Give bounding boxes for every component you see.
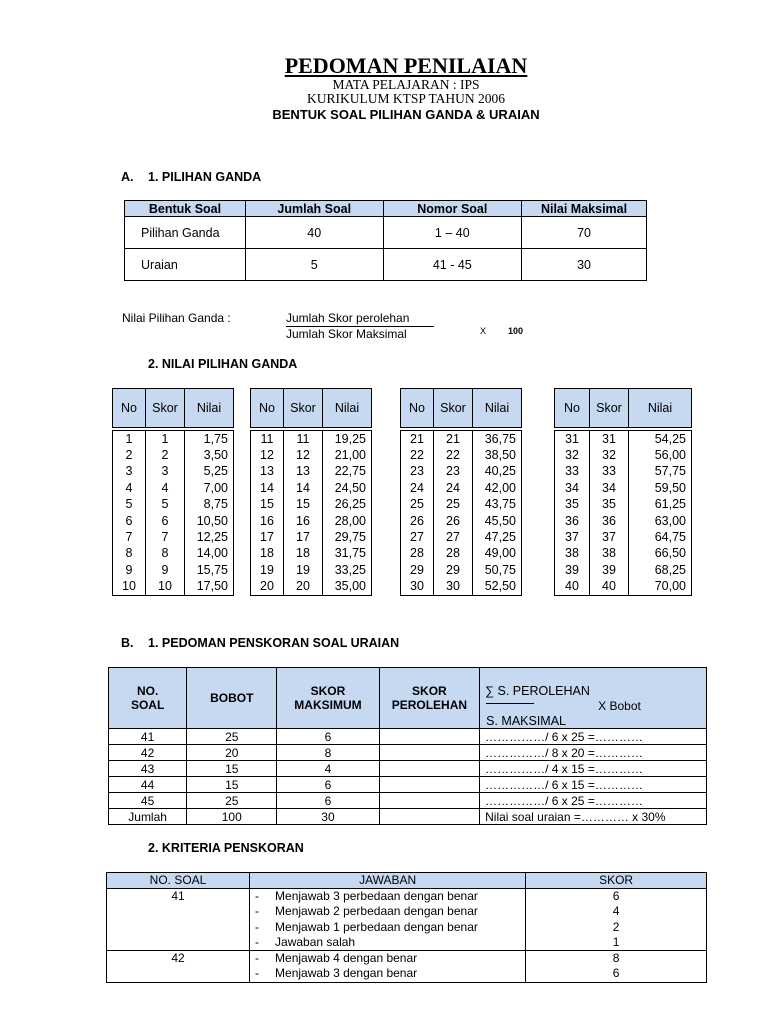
table-cell: 6 xyxy=(146,513,185,529)
table-row xyxy=(113,579,234,596)
formula-top: ∑ S. PEROLEHAN xyxy=(485,684,590,698)
table-cell: 9 xyxy=(146,562,185,578)
table-cell: 42,00 xyxy=(473,480,522,496)
table-cell: 32 xyxy=(590,447,629,463)
score-value: 4 xyxy=(612,904,620,919)
table-cell: 3 xyxy=(146,464,185,480)
section-b-heading: 1. PEDOMAN PENSKORAN SOAL URAIAN xyxy=(148,636,400,650)
question-form-line: BENTUK SOAL PILIHAN GANDA & URAIAN xyxy=(272,107,540,122)
answer-text: Menjawab 2 perbedaan dengan benar xyxy=(275,904,478,919)
table-cell: 40,25 xyxy=(473,464,522,480)
formula-label: Nilai Pilihan Ganda : xyxy=(122,311,231,325)
table-cell: 36 xyxy=(555,513,590,529)
table-cell: 42 xyxy=(109,745,187,761)
table-cell: 18 xyxy=(251,546,284,562)
table-cell: 25 xyxy=(187,793,277,809)
table-cell: 4 xyxy=(113,480,146,496)
answer-text: Menjawab 4 dengan benar xyxy=(275,951,418,966)
bullet-dash: - xyxy=(255,889,260,903)
table-cell: Jumlah xyxy=(109,809,187,825)
section-b-letter: B. xyxy=(121,636,134,650)
column-header: Nilai xyxy=(473,389,522,428)
table-cell: 40 xyxy=(555,579,590,596)
table-row xyxy=(401,431,522,448)
table-cell: 12 xyxy=(284,447,323,463)
table-row xyxy=(113,447,234,463)
column-header xyxy=(109,668,187,729)
table-row xyxy=(401,480,522,496)
table-cell: Nilai soal uraian =………… x 30% xyxy=(480,809,707,825)
table-cell: 6 xyxy=(277,793,379,809)
answer-item xyxy=(255,889,525,904)
table-row xyxy=(555,447,692,463)
table-cell: 5 xyxy=(245,249,383,281)
table-cell: 6 xyxy=(113,513,146,529)
table-cell: 23 xyxy=(401,464,434,480)
table-cell: 56,00 xyxy=(629,447,692,463)
table-cell: 43 xyxy=(109,761,187,777)
table-cell: 20 xyxy=(284,579,323,596)
table-cell: 36,75 xyxy=(473,431,522,448)
table-cell: 21,00 xyxy=(323,447,372,463)
table-cell: ……………/ 8 x 20 =………… xyxy=(480,745,707,761)
table-cell: 6 xyxy=(277,777,379,793)
table-cell: 28,00 xyxy=(323,513,372,529)
table-cell xyxy=(379,745,480,761)
table-cell: 1 xyxy=(146,431,185,448)
score-value: 6 xyxy=(612,889,620,903)
table-cell: 41 - 45 xyxy=(383,249,522,281)
score-value: 2 xyxy=(612,919,620,934)
table-cell: 70 xyxy=(522,217,647,249)
column-header xyxy=(379,668,480,729)
table-cell: 52,50 xyxy=(473,579,522,596)
bullet-dash: - xyxy=(255,934,260,949)
table-cell: 31,75 xyxy=(323,546,372,562)
table-cell: 8 xyxy=(113,546,146,562)
scoring-criteria-table xyxy=(106,872,707,983)
table-cell: 12,25 xyxy=(185,529,234,545)
bullet-dash: - xyxy=(255,951,260,966)
table-cell: 17 xyxy=(284,529,323,545)
column-header: No xyxy=(113,389,146,428)
table-cell: 33,25 xyxy=(323,562,372,578)
table-row xyxy=(555,579,692,596)
table-cell: 30 xyxy=(277,809,379,825)
table-row xyxy=(109,729,707,745)
col-per-line2: PEROLEHAN xyxy=(391,698,468,712)
table-cell: 26 xyxy=(434,513,473,529)
table-cell: 25 xyxy=(401,497,434,513)
table-cell: 100 xyxy=(187,809,277,825)
table-row xyxy=(109,745,707,761)
table-row xyxy=(555,513,692,529)
table-row xyxy=(113,464,234,480)
table-row xyxy=(251,529,372,545)
table-row xyxy=(401,529,522,545)
table-row xyxy=(401,513,522,529)
column-header: NO. SOAL xyxy=(107,873,250,889)
table-cell: 15,75 xyxy=(185,562,234,578)
score-table-3 xyxy=(400,388,522,596)
table-cell: 2 xyxy=(146,447,185,463)
score-table-4 xyxy=(554,388,692,596)
table-cell: 20 xyxy=(251,579,284,596)
formula-times: X xyxy=(480,326,487,336)
table-cell: 25 xyxy=(434,497,473,513)
table-cell: 57,75 xyxy=(629,464,692,480)
table-cell: 16 xyxy=(284,513,323,529)
table-cell: 3 xyxy=(113,464,146,480)
table-cell: 35 xyxy=(590,497,629,513)
table-row xyxy=(401,579,522,596)
table-cell xyxy=(379,729,480,745)
table-cell: 2 xyxy=(113,447,146,463)
table-row xyxy=(401,447,522,463)
table-cell: 15 xyxy=(187,761,277,777)
column-header: No xyxy=(555,389,590,428)
col-no-line2: SOAL xyxy=(130,698,165,712)
column-header: JAWABAN xyxy=(250,873,526,889)
table-cell: 49,00 xyxy=(473,546,522,562)
column-header: Skor xyxy=(590,389,629,428)
curriculum-line: KURIKULUM KTSP TAHUN 2006 xyxy=(306,91,506,106)
table-row xyxy=(555,480,692,496)
table-cell: 19 xyxy=(284,562,323,578)
table-cell: ……………/ 4 x 15 =………… xyxy=(480,761,707,777)
table-cell: 27 xyxy=(434,529,473,545)
table-cell: 21 xyxy=(434,431,473,448)
table-cell: 6 xyxy=(277,729,379,745)
table-cell: 59,50 xyxy=(629,480,692,496)
table-cell: 38 xyxy=(590,546,629,562)
table-cell: 24 xyxy=(434,480,473,496)
table-cell: 29 xyxy=(401,562,434,578)
table-cell: 7 xyxy=(146,529,185,545)
table-cell: 10 xyxy=(113,579,146,596)
table-cell: 29,75 xyxy=(323,529,372,545)
table-cell: 23 xyxy=(434,464,473,480)
table-row xyxy=(251,464,372,480)
table-cell: 38,50 xyxy=(473,447,522,463)
table-row xyxy=(113,546,234,562)
column-header: Skor xyxy=(284,389,323,428)
column-header xyxy=(277,668,379,729)
table-cell: 13 xyxy=(284,464,323,480)
table-cell: 34 xyxy=(590,480,629,496)
answer-item xyxy=(255,935,525,950)
table-cell: 54,25 xyxy=(629,431,692,448)
table-row xyxy=(251,579,372,596)
table-cell xyxy=(379,761,480,777)
formula-numerator: Jumlah Skor perolehan xyxy=(286,311,410,325)
table-cell: 27 xyxy=(401,529,434,545)
table-row xyxy=(251,431,372,448)
table-cell: 20 xyxy=(187,745,277,761)
table-row xyxy=(555,529,692,545)
table-cell: 39 xyxy=(555,562,590,578)
bullet-dash: - xyxy=(255,966,260,981)
section-a-letter: A. xyxy=(121,170,134,184)
col-no-line1: NO. xyxy=(136,684,159,698)
answer-text: Jawaban salah xyxy=(275,934,356,949)
table-cell: 1,75 xyxy=(185,431,234,448)
table-row xyxy=(401,497,522,513)
table-cell: 24,50 xyxy=(323,480,372,496)
table-cell: 16 xyxy=(251,513,284,529)
table-row xyxy=(555,546,692,562)
table-cell: 22 xyxy=(434,447,473,463)
table-cell: 26 xyxy=(401,513,434,529)
column-header: No xyxy=(251,389,284,428)
table-cell: Uraian xyxy=(125,249,246,281)
table-cell: 19 xyxy=(251,562,284,578)
table-cell: 5 xyxy=(113,497,146,513)
table-row xyxy=(401,464,522,480)
column-header: BOBOT xyxy=(187,668,277,729)
table-cell: 11 xyxy=(284,431,323,448)
table-cell: 47,25 xyxy=(473,529,522,545)
table-row xyxy=(109,761,707,777)
score-table-1 xyxy=(112,388,234,596)
column-header: Nilai xyxy=(185,389,234,428)
table-cell: 32 xyxy=(555,447,590,463)
table-row xyxy=(113,480,234,496)
table-row xyxy=(125,217,647,249)
table-cell: 39 xyxy=(590,562,629,578)
bullet-dash: - xyxy=(255,919,260,934)
table-row xyxy=(251,497,372,513)
question-distribution-table xyxy=(124,200,647,281)
table-cell: 30 xyxy=(522,249,647,281)
table-cell: 3,50 xyxy=(185,447,234,463)
column-header: Bentuk Soal xyxy=(125,201,246,217)
formula-bottom: S. MAKSIMAL xyxy=(486,714,567,728)
table-row xyxy=(401,546,522,562)
answer-item xyxy=(255,966,525,981)
score-value: 8 xyxy=(612,951,620,966)
table-cell: 5 xyxy=(146,497,185,513)
table-cell: 7,00 xyxy=(185,480,234,496)
table-cell: 24 xyxy=(401,480,434,496)
table-cell: Pilihan Ganda xyxy=(125,217,246,249)
table-cell: ……………/ 6 x 25 =………… xyxy=(480,729,707,745)
table-cell: 26,25 xyxy=(323,497,372,513)
formula-times-bobot: X Bobot xyxy=(598,699,641,713)
table-cell: 68,25 xyxy=(629,562,692,578)
score-table-heading: 2. NILAI PILIHAN GANDA xyxy=(148,357,298,371)
table-cell: 21 xyxy=(401,431,434,448)
subject-line: MATA PELAJARAN : IPS xyxy=(332,77,480,92)
table-cell: 36 xyxy=(590,513,629,529)
column-header: Nilai xyxy=(629,389,692,428)
table-cell: 12 xyxy=(251,447,284,463)
question-number: 41 xyxy=(107,889,250,951)
table-cell: 28 xyxy=(401,546,434,562)
score-table-2 xyxy=(250,388,372,596)
table-row xyxy=(251,546,372,562)
table-cell: 45,50 xyxy=(473,513,522,529)
table-cell xyxy=(379,777,480,793)
criteria-heading: 2. KRITERIA PENSKORAN xyxy=(148,841,304,855)
table-cell: ……………/ 6 x 15 =………… xyxy=(480,777,707,793)
answer-item xyxy=(255,904,525,919)
section-a-heading: 1. PILIHAN GANDA xyxy=(148,170,262,184)
score-value: 1 xyxy=(612,934,620,949)
table-cell: 17 xyxy=(251,529,284,545)
table-cell: 35 xyxy=(555,497,590,513)
table-cell: 22,75 xyxy=(323,464,372,480)
table-cell: 17,50 xyxy=(185,579,234,596)
column-header: Skor xyxy=(434,389,473,428)
table-cell: 22 xyxy=(401,447,434,463)
column-header: Skor xyxy=(146,389,185,428)
table-cell: 25 xyxy=(187,729,277,745)
table-row xyxy=(113,513,234,529)
formula-column-header xyxy=(480,668,707,729)
table-cell: 40 xyxy=(590,579,629,596)
table-cell: 31 xyxy=(590,431,629,448)
col-max-line1: SKOR xyxy=(310,684,346,698)
table-cell: 14 xyxy=(251,480,284,496)
table-row xyxy=(555,431,692,448)
table-cell: 43,75 xyxy=(473,497,522,513)
table-cell: 19,25 xyxy=(323,431,372,448)
table-cell: 50,75 xyxy=(473,562,522,578)
table-cell: 8,75 xyxy=(185,497,234,513)
table-row xyxy=(109,777,707,793)
table-row xyxy=(251,513,372,529)
table-row xyxy=(251,480,372,496)
table-cell: 8 xyxy=(146,546,185,562)
col-per-line1: SKOR xyxy=(412,684,447,698)
table-cell: 14,00 xyxy=(185,546,234,562)
table-cell: 18 xyxy=(284,546,323,562)
score-value: 6 xyxy=(612,966,620,981)
essay-scoring-table xyxy=(108,667,707,825)
column-header: Nomor Soal xyxy=(383,201,522,217)
table-cell: 38 xyxy=(555,546,590,562)
table-cell: 15 xyxy=(284,497,323,513)
table-row xyxy=(555,562,692,578)
table-cell: 9 xyxy=(113,562,146,578)
table-cell: 1 xyxy=(113,431,146,448)
fraction-line xyxy=(486,703,534,704)
criteria-group-row xyxy=(107,951,707,983)
column-header: Nilai xyxy=(323,389,372,428)
table-cell: 31 xyxy=(555,431,590,448)
criteria-group-row xyxy=(107,889,707,951)
table-row xyxy=(401,562,522,578)
table-row xyxy=(251,562,372,578)
answer-item xyxy=(255,920,525,935)
question-number: 42 xyxy=(107,951,250,983)
table-cell: 37 xyxy=(590,529,629,545)
table-row xyxy=(251,447,372,463)
table-cell: 44 xyxy=(109,777,187,793)
col-max-line2: MAKSIMUM xyxy=(294,698,362,712)
column-header: Nilai Maksimal xyxy=(522,201,647,217)
table-cell: 1 – 40 xyxy=(383,217,522,249)
table-cell: 70,00 xyxy=(629,579,692,596)
table-cell: 10,50 xyxy=(185,513,234,529)
table-cell: 5,25 xyxy=(185,464,234,480)
table-cell: ……………/ 6 x 25 =………… xyxy=(480,793,707,809)
table-cell xyxy=(379,809,480,825)
table-cell: 30 xyxy=(401,579,434,596)
table-cell: 28 xyxy=(434,546,473,562)
table-row xyxy=(109,809,707,825)
table-row xyxy=(113,562,234,578)
table-cell: 61,25 xyxy=(629,497,692,513)
table-row xyxy=(555,464,692,480)
table-row xyxy=(109,793,707,809)
table-cell: 4 xyxy=(277,761,379,777)
table-cell: 15 xyxy=(251,497,284,513)
table-cell: 45 xyxy=(109,793,187,809)
table-cell: 13 xyxy=(251,464,284,480)
table-cell: 40 xyxy=(245,217,383,249)
column-header: SKOR xyxy=(526,873,707,889)
table-cell: 41 xyxy=(109,729,187,745)
table-cell: 30 xyxy=(434,579,473,596)
table-cell xyxy=(379,793,480,809)
table-cell: 34 xyxy=(555,480,590,496)
table-cell: 33 xyxy=(590,464,629,480)
table-cell: 63,00 xyxy=(629,513,692,529)
answer-text: Menjawab 3 dengan benar xyxy=(275,966,418,981)
table-cell: 14 xyxy=(284,480,323,496)
table-cell: 29 xyxy=(434,562,473,578)
table-cell: 7 xyxy=(113,529,146,545)
table-cell: 8 xyxy=(277,745,379,761)
table-cell: 35,00 xyxy=(323,579,372,596)
table-row xyxy=(113,431,234,448)
formula-denominator: Jumlah Skor Maksimal xyxy=(286,327,407,341)
table-row xyxy=(555,497,692,513)
column-header: No xyxy=(401,389,434,428)
document-title: PEDOMAN PENILAIAN xyxy=(284,53,528,78)
table-cell: 15 xyxy=(187,777,277,793)
table-row xyxy=(113,529,234,545)
answer-text: Menjawab 3 perbedaan dengan benar xyxy=(275,889,478,903)
table-cell: 37 xyxy=(555,529,590,545)
table-row xyxy=(125,249,647,281)
formula-factor: 100 xyxy=(508,326,524,336)
table-cell: 10 xyxy=(146,579,185,596)
answer-text: Menjawab 1 perbedaan dengan benar xyxy=(275,919,478,934)
table-cell: 66,50 xyxy=(629,546,692,562)
answer-item xyxy=(255,951,525,966)
table-cell: 33 xyxy=(555,464,590,480)
table-cell: 4 xyxy=(146,480,185,496)
table-cell: 64,75 xyxy=(629,529,692,545)
table-row xyxy=(113,497,234,513)
bullet-dash: - xyxy=(255,904,260,919)
column-header: Jumlah Soal xyxy=(245,201,383,217)
table-cell: 11 xyxy=(251,431,284,448)
